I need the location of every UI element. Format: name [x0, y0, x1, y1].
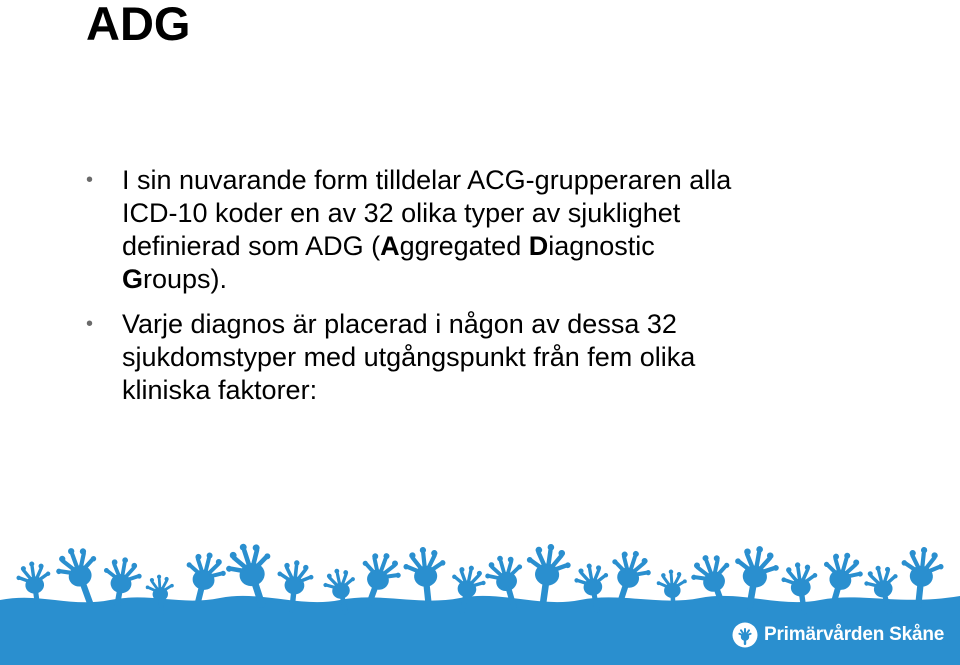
brand-name: Primärvården Skåne [764, 624, 945, 645]
bullet-item-1 [82, 164, 942, 296]
bullet-text-1 [122, 165, 731, 294]
bullet-1-line-3-pre: definierad som ADG ( [122, 231, 381, 261]
bullet-1-initial-g: G [122, 264, 144, 294]
slide-title: ADG [86, 0, 191, 50]
bullet-1-line-4-post: roups). [143, 264, 228, 294]
bullet-item-2 [82, 308, 942, 407]
bullet-1-line-1: I sin nuvarande form tilldelar ACG-grupperaren alla [122, 165, 732, 195]
bullet-2-line-3: kliniska faktorer: [122, 375, 318, 405]
bullet-2-line-1: Varje diagnos är placerad i någon av dessa 32 [122, 309, 677, 339]
bullet-2-line-2: sjukdomstyper med utgångspunkt från fem olika [122, 342, 696, 372]
bullet-1-line-3-mid: ggregated [399, 231, 529, 261]
bullet-1-line-3-post: iagnostic [548, 231, 655, 261]
bullet-text-2 [122, 309, 695, 405]
bullet-dot-icon: • [86, 313, 94, 335]
hand-figure-icon [732, 622, 758, 648]
bullet-1-initial-a: A [380, 231, 400, 261]
bullet-list [82, 164, 942, 419]
bullet-dot-icon: • [86, 169, 94, 191]
bullet-1-initial-d: D [528, 231, 549, 261]
brand-logo [732, 621, 944, 649]
bullet-1-line-2: ICD-10 koder en av 32 olika typer av sjuklighet [122, 198, 681, 228]
